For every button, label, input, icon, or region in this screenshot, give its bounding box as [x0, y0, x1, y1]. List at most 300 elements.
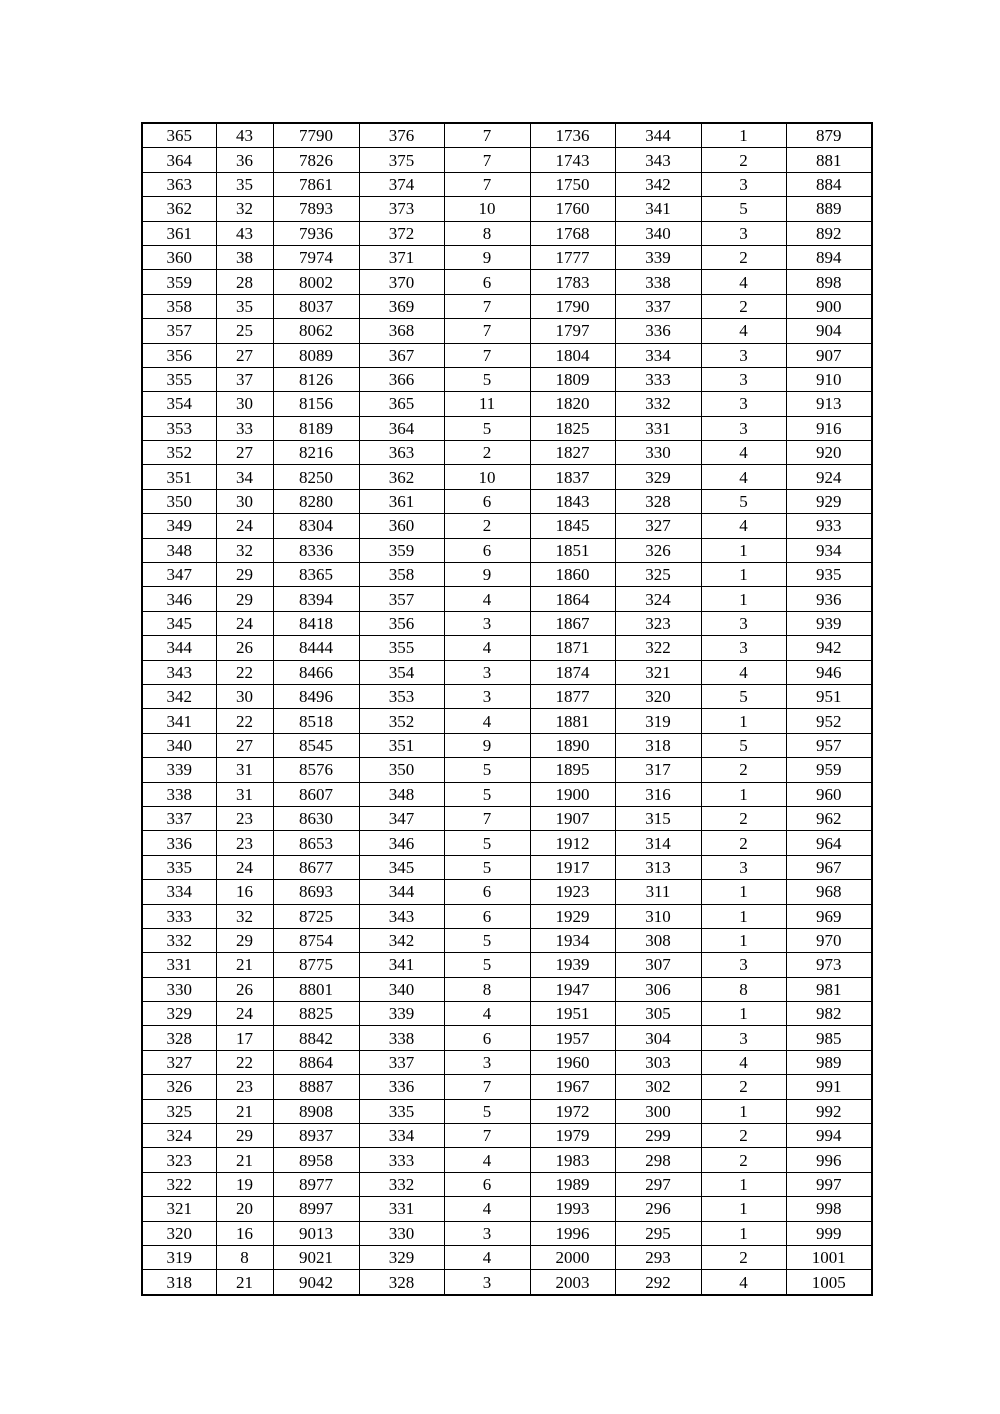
table-cell: 325: [142, 1099, 216, 1123]
table-cell: 2: [701, 148, 786, 172]
table-cell: 343: [359, 904, 444, 928]
table-cell: 8958: [273, 1148, 359, 1172]
table-cell: 30: [216, 392, 273, 416]
table-row: [142, 1124, 872, 1148]
table-cell: 1: [701, 538, 786, 562]
table-cell: 330: [359, 1221, 444, 1245]
table-cell: 3: [444, 611, 530, 635]
table-cell: 8444: [273, 636, 359, 660]
table-cell: 318: [615, 733, 701, 757]
table-cell: 43: [216, 123, 273, 148]
table-cell: 314: [615, 831, 701, 855]
table-cell: 25: [216, 319, 273, 343]
table-cell: 8825: [273, 1002, 359, 1026]
table-cell: 907: [786, 343, 872, 367]
table-cell: 334: [142, 880, 216, 904]
table-cell: 338: [142, 782, 216, 806]
table-cell: 1: [701, 709, 786, 733]
table-cell: 334: [359, 1124, 444, 1148]
table-cell: 1: [701, 123, 786, 148]
table-cell: 892: [786, 221, 872, 245]
table-cell: 322: [615, 636, 701, 660]
table-cell: 3: [701, 392, 786, 416]
table-row: [142, 367, 872, 391]
table-cell: 29: [216, 563, 273, 587]
table-cell: 951: [786, 684, 872, 708]
table-cell: 8062: [273, 319, 359, 343]
table-cell: 2: [444, 514, 530, 538]
table-cell: 365: [359, 392, 444, 416]
table-cell: 1912: [530, 831, 615, 855]
table-cell: 6: [444, 880, 530, 904]
table-cell: 9: [444, 733, 530, 757]
table-cell: 21: [216, 1099, 273, 1123]
table-cell: 985: [786, 1026, 872, 1050]
table-cell: 1: [701, 587, 786, 611]
table-cell: 349: [142, 514, 216, 538]
table-cell: 3: [701, 1026, 786, 1050]
table-cell: 1996: [530, 1221, 615, 1245]
table-cell: 935: [786, 563, 872, 587]
table-row: [142, 563, 872, 587]
table-row: [142, 1270, 872, 1295]
table-cell: 2: [701, 806, 786, 830]
table-cell: 31: [216, 758, 273, 782]
table-cell: 336: [615, 319, 701, 343]
table-row: [142, 611, 872, 635]
table-cell: 2: [701, 1245, 786, 1269]
table-cell: 22: [216, 1050, 273, 1074]
table-cell: 7826: [273, 148, 359, 172]
table-cell: 8304: [273, 514, 359, 538]
table-cell: 23: [216, 1075, 273, 1099]
table-cell: 8216: [273, 441, 359, 465]
table-cell: 292: [615, 1270, 701, 1295]
table-cell: 1: [701, 1002, 786, 1026]
table-row: [142, 245, 872, 269]
table-cell: 1820: [530, 392, 615, 416]
table-row: [142, 806, 872, 830]
table-cell: 32: [216, 197, 273, 221]
table-cell: 21: [216, 953, 273, 977]
table-cell: 5: [444, 928, 530, 952]
table-cell: 333: [615, 367, 701, 391]
table-cell: 8126: [273, 367, 359, 391]
table-cell: 992: [786, 1099, 872, 1123]
table-cell: 1967: [530, 1075, 615, 1099]
table-cell: 884: [786, 172, 872, 196]
table-cell: 969: [786, 904, 872, 928]
table-cell: 3: [444, 660, 530, 684]
table-cell: 1989: [530, 1172, 615, 1196]
table-cell: 335: [359, 1099, 444, 1123]
table-row: [142, 1002, 872, 1026]
table-cell: 315: [615, 806, 701, 830]
score-table: [141, 122, 873, 1296]
table-cell: 5: [444, 782, 530, 806]
table-cell: 321: [142, 1197, 216, 1221]
table-row: [142, 587, 872, 611]
table-cell: 934: [786, 538, 872, 562]
table-cell: 4: [444, 1245, 530, 1269]
table-cell: 352: [142, 441, 216, 465]
table-cell: 359: [359, 538, 444, 562]
table-cell: 7936: [273, 221, 359, 245]
table-cell: 21: [216, 1270, 273, 1295]
table-cell: 351: [142, 465, 216, 489]
table-cell: 318: [142, 1270, 216, 1295]
table-row: [142, 319, 872, 343]
table-cell: 7: [444, 1124, 530, 1148]
table-cell: 29: [216, 587, 273, 611]
table-cell: 8576: [273, 758, 359, 782]
table-cell: 364: [142, 148, 216, 172]
table-cell: 2000: [530, 1245, 615, 1269]
table-cell: 7893: [273, 197, 359, 221]
table-cell: 1851: [530, 538, 615, 562]
table-cell: 964: [786, 831, 872, 855]
table-cell: 348: [359, 782, 444, 806]
table-row: [142, 148, 872, 172]
table-row: [142, 392, 872, 416]
table-cell: 1881: [530, 709, 615, 733]
table-cell: 350: [359, 758, 444, 782]
table-cell: 34: [216, 465, 273, 489]
table-cell: 361: [359, 489, 444, 513]
table-cell: 8908: [273, 1099, 359, 1123]
table-row: [142, 831, 872, 855]
table-cell: 23: [216, 831, 273, 855]
table-cell: 889: [786, 197, 872, 221]
table-cell: 9013: [273, 1221, 359, 1245]
table-cell: 2: [701, 294, 786, 318]
table-cell: 340: [359, 977, 444, 1001]
table-cell: 8864: [273, 1050, 359, 1074]
table-cell: 1: [701, 880, 786, 904]
table-cell: 331: [615, 416, 701, 440]
table-cell: 297: [615, 1172, 701, 1196]
table-cell: 331: [359, 1197, 444, 1221]
table-cell: 1736: [530, 123, 615, 148]
table-cell: 7: [444, 806, 530, 830]
table-cell: 8754: [273, 928, 359, 952]
table-cell: 331: [142, 953, 216, 977]
table-cell: 337: [142, 806, 216, 830]
table-cell: 317: [615, 758, 701, 782]
table-cell: 4: [444, 636, 530, 660]
table-row: [142, 782, 872, 806]
table-cell: 4: [444, 709, 530, 733]
table-cell: 1768: [530, 221, 615, 245]
table-cell: 343: [615, 148, 701, 172]
table-cell: 8037: [273, 294, 359, 318]
table-cell: 5: [701, 197, 786, 221]
table-cell: 968: [786, 880, 872, 904]
table-cell: 904: [786, 319, 872, 343]
table-cell: 324: [142, 1124, 216, 1148]
table-cell: 1: [701, 1221, 786, 1245]
table-row: [142, 1026, 872, 1050]
table-cell: 8156: [273, 392, 359, 416]
table-cell: 942: [786, 636, 872, 660]
table-cell: 320: [615, 684, 701, 708]
table-cell: 2: [701, 1148, 786, 1172]
table-cell: 7: [444, 172, 530, 196]
table-cell: 346: [359, 831, 444, 855]
table-cell: 3: [701, 636, 786, 660]
table-cell: 355: [142, 367, 216, 391]
table-cell: 5: [444, 367, 530, 391]
table-cell: 1877: [530, 684, 615, 708]
table-cell: 8365: [273, 563, 359, 587]
score-table-body: [142, 123, 872, 1295]
table-cell: 1972: [530, 1099, 615, 1123]
table-row: [142, 1197, 872, 1221]
table-cell: 358: [359, 563, 444, 587]
table-cell: 339: [359, 1002, 444, 1026]
table-cell: 1005: [786, 1270, 872, 1295]
table-cell: 35: [216, 172, 273, 196]
table-cell: 319: [142, 1245, 216, 1269]
table-cell: 24: [216, 611, 273, 635]
table-row: [142, 684, 872, 708]
table-cell: 2: [701, 1075, 786, 1099]
table-cell: 999: [786, 1221, 872, 1245]
table-cell: 293: [615, 1245, 701, 1269]
table-cell: 340: [142, 733, 216, 757]
table-cell: 17: [216, 1026, 273, 1050]
table-cell: 1900: [530, 782, 615, 806]
table-cell: 353: [359, 684, 444, 708]
table-cell: 369: [359, 294, 444, 318]
table-cell: 933: [786, 514, 872, 538]
table-cell: 5: [701, 489, 786, 513]
table-cell: 340: [615, 221, 701, 245]
table-cell: 9: [444, 245, 530, 269]
table-cell: 329: [142, 1002, 216, 1026]
table-row: [142, 538, 872, 562]
table-cell: 994: [786, 1124, 872, 1148]
table-cell: 8775: [273, 953, 359, 977]
table-cell: 4: [701, 441, 786, 465]
table-cell: 4: [701, 514, 786, 538]
table-cell: 333: [142, 904, 216, 928]
table-row: [142, 197, 872, 221]
table-cell: 1923: [530, 880, 615, 904]
table-cell: 1947: [530, 977, 615, 1001]
table-cell: 355: [359, 636, 444, 660]
table-cell: 8418: [273, 611, 359, 635]
table-cell: 8607: [273, 782, 359, 806]
table-cell: 351: [359, 733, 444, 757]
table-cell: 295: [615, 1221, 701, 1245]
table-cell: 339: [615, 245, 701, 269]
table-cell: 303: [615, 1050, 701, 1074]
table-cell: 996: [786, 1148, 872, 1172]
table-cell: 2: [444, 441, 530, 465]
table-cell: 2: [701, 245, 786, 269]
table-cell: 23: [216, 806, 273, 830]
table-cell: 8518: [273, 709, 359, 733]
table-cell: 30: [216, 489, 273, 513]
table-row: [142, 977, 872, 1001]
table-cell: 8997: [273, 1197, 359, 1221]
table-cell: 21: [216, 1148, 273, 1172]
table-cell: 332: [142, 928, 216, 952]
table-cell: 26: [216, 977, 273, 1001]
table-cell: 335: [142, 855, 216, 879]
table-cell: 6: [444, 1172, 530, 1196]
table-cell: 1790: [530, 294, 615, 318]
table-cell: 1750: [530, 172, 615, 196]
table-cell: 8496: [273, 684, 359, 708]
table-cell: 8189: [273, 416, 359, 440]
table-cell: 6: [444, 538, 530, 562]
table-cell: 348: [142, 538, 216, 562]
table-cell: 326: [142, 1075, 216, 1099]
table-cell: 879: [786, 123, 872, 148]
table-cell: 27: [216, 343, 273, 367]
table-row: [142, 636, 872, 660]
table-cell: 1845: [530, 514, 615, 538]
table-cell: 24: [216, 855, 273, 879]
table-cell: 4: [701, 1270, 786, 1295]
table-cell: 973: [786, 953, 872, 977]
table-cell: 337: [359, 1050, 444, 1074]
table-cell: 347: [142, 563, 216, 587]
table-cell: 1895: [530, 758, 615, 782]
table-cell: 360: [142, 245, 216, 269]
table-cell: 1860: [530, 563, 615, 587]
table-cell: 1874: [530, 660, 615, 684]
table-cell: 7974: [273, 245, 359, 269]
table-cell: 302: [615, 1075, 701, 1099]
table-row: [142, 1075, 872, 1099]
table-cell: 11: [444, 392, 530, 416]
table-cell: 3: [444, 1221, 530, 1245]
table-cell: 19: [216, 1172, 273, 1196]
table-cell: 7: [444, 319, 530, 343]
table-cell: 32: [216, 538, 273, 562]
table-cell: 8977: [273, 1172, 359, 1196]
table-cell: 373: [359, 197, 444, 221]
table-cell: 338: [359, 1026, 444, 1050]
table-cell: 8466: [273, 660, 359, 684]
table-cell: 27: [216, 441, 273, 465]
table-row: [142, 1221, 872, 1245]
table-row: [142, 953, 872, 977]
table-cell: 8: [444, 977, 530, 1001]
table-cell: 323: [142, 1148, 216, 1172]
table-cell: 326: [615, 538, 701, 562]
table-cell: 372: [359, 221, 444, 245]
table-cell: 24: [216, 514, 273, 538]
table-row: [142, 465, 872, 489]
table-cell: 967: [786, 855, 872, 879]
table-cell: 337: [615, 294, 701, 318]
table-cell: 3: [444, 1270, 530, 1295]
table-cell: 881: [786, 148, 872, 172]
table-cell: 359: [142, 270, 216, 294]
table-row: [142, 270, 872, 294]
table-cell: 3: [701, 367, 786, 391]
table-cell: 959: [786, 758, 872, 782]
table-cell: 324: [615, 587, 701, 611]
table-cell: 35: [216, 294, 273, 318]
table-row: [142, 1172, 872, 1196]
table-cell: 8089: [273, 343, 359, 367]
table-cell: 962: [786, 806, 872, 830]
table-cell: 29: [216, 928, 273, 952]
table-cell: 329: [359, 1245, 444, 1269]
table-cell: 910: [786, 367, 872, 391]
table-cell: 4: [444, 1148, 530, 1172]
table-cell: 7861: [273, 172, 359, 196]
table-row: [142, 416, 872, 440]
table-cell: 5: [444, 758, 530, 782]
table-cell: 1743: [530, 148, 615, 172]
table-cell: 5: [444, 953, 530, 977]
table-cell: 27: [216, 733, 273, 757]
table-cell: 9: [444, 563, 530, 587]
table-cell: 989: [786, 1050, 872, 1074]
table-cell: 361: [142, 221, 216, 245]
table-cell: 4: [701, 1050, 786, 1074]
table-cell: 336: [142, 831, 216, 855]
table-cell: 360: [359, 514, 444, 538]
table-cell: 900: [786, 294, 872, 318]
table-row: [142, 343, 872, 367]
table-cell: 1783: [530, 270, 615, 294]
table-cell: 1: [701, 1172, 786, 1196]
table-cell: 5: [701, 733, 786, 757]
table-cell: 1: [701, 782, 786, 806]
table-cell: 342: [359, 928, 444, 952]
table-cell: 8: [701, 977, 786, 1001]
table-cell: 370: [359, 270, 444, 294]
table-row: [142, 709, 872, 733]
table-cell: 374: [359, 172, 444, 196]
table-cell: 981: [786, 977, 872, 1001]
table-cell: 24: [216, 1002, 273, 1026]
table-cell: 3: [701, 855, 786, 879]
table-cell: 1890: [530, 733, 615, 757]
table-cell: 338: [615, 270, 701, 294]
table-cell: 1: [701, 1099, 786, 1123]
table-cell: 333: [359, 1148, 444, 1172]
table-cell: 376: [359, 123, 444, 148]
table-cell: 316: [615, 782, 701, 806]
table-cell: 308: [615, 928, 701, 952]
table-cell: 343: [142, 660, 216, 684]
table-cell: 298: [615, 1148, 701, 1172]
table-cell: 1804: [530, 343, 615, 367]
table-cell: 16: [216, 1221, 273, 1245]
table-cell: 10: [444, 465, 530, 489]
table-cell: 1: [701, 928, 786, 952]
table-cell: 1957: [530, 1026, 615, 1050]
table-cell: 321: [615, 660, 701, 684]
table-cell: 37: [216, 367, 273, 391]
table-cell: 970: [786, 928, 872, 952]
table-row: [142, 733, 872, 757]
table-cell: 350: [142, 489, 216, 513]
table-cell: 960: [786, 782, 872, 806]
table-cell: 4: [444, 587, 530, 611]
table-cell: 299: [615, 1124, 701, 1148]
table-cell: 1827: [530, 441, 615, 465]
table-cell: 345: [142, 611, 216, 635]
